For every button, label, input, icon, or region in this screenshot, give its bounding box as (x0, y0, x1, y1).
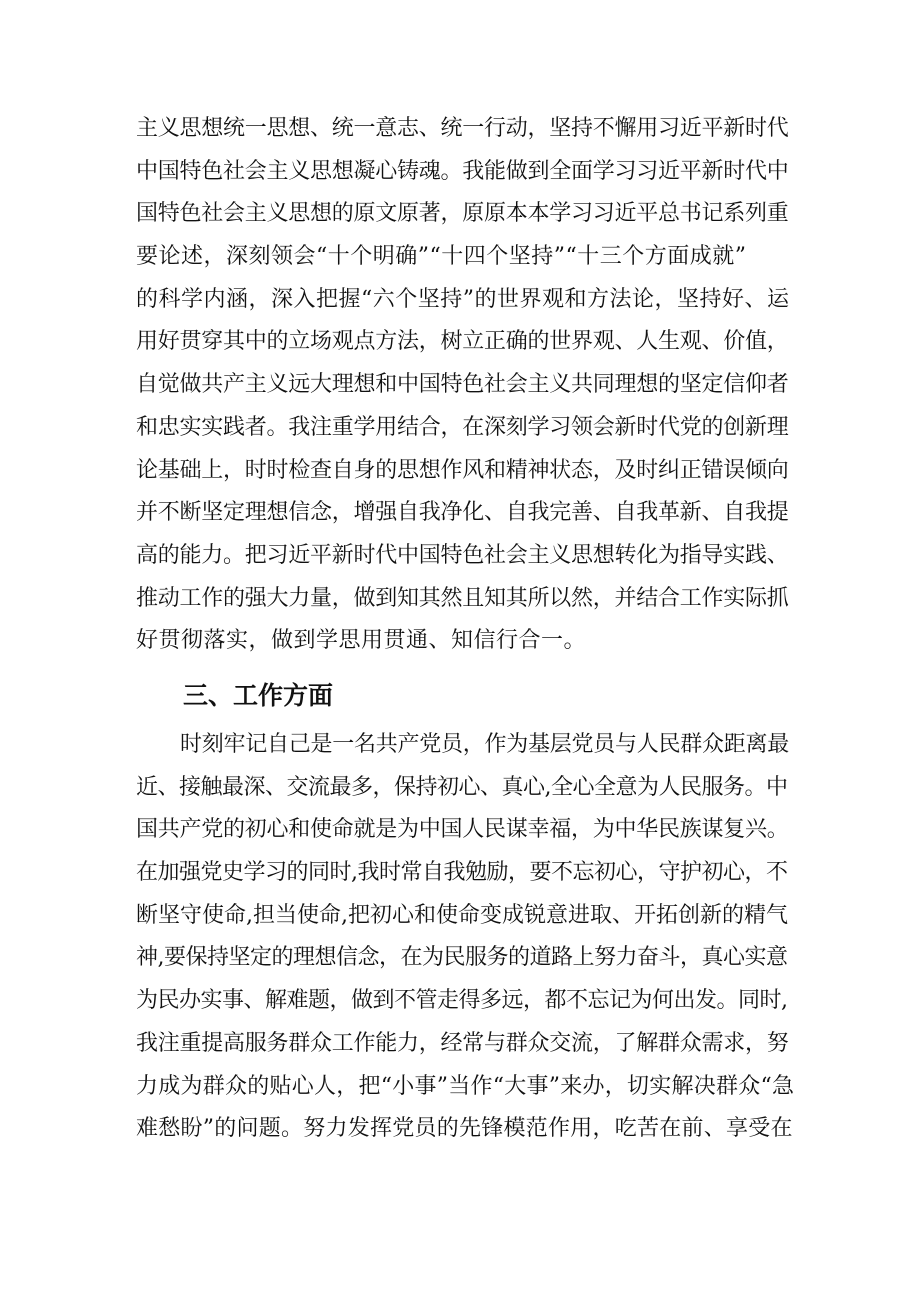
paragraph-thought (136, 108, 794, 663)
paragraph-line: 论基础上，时时检查自身的思想作风和精神状态，及时纠正错误倾向 (136, 457, 789, 483)
paragraph-line: 要论述，深刻领会“十个明确”“十四个坚持”“十三个方面成就” (136, 244, 747, 270)
paragraph-line: 为民办实事、解难题，做到不管走得多远，都不忘记为何出发。同时, (136, 988, 788, 1014)
paragraph-line: 自觉做共产主义远大理想和中国特色社会主义共同理想的坚定信仰者 (136, 372, 789, 398)
paragraph-line: 的科学内涵，深入把握“六个坚持”的世界观和方法论，坚持好、运 (136, 286, 790, 312)
paragraph-line: 力成为群众的贴心人，把“小事”当作“大事”来办，切实解决群众“急 (136, 1073, 794, 1099)
paragraph-line: 高的能力。把习近平新时代中国特色社会主义思想转化为指导实践、 (136, 542, 789, 568)
paragraph-line: 近、接触最深、交流最多，保持初心、真心,全心全意为人民服务。中 (136, 774, 788, 800)
paragraph-line: 和忠实实践者。我注重学用结合，在深刻学习领会新时代党的创新理 (136, 414, 789, 440)
paragraph-work (136, 724, 794, 1151)
paragraph-line: 在加强党史学习的同时,我时常自我勉励，要不忘初心，守护初心，不 (136, 860, 788, 886)
paragraph-line: 难愁盼”的问题。努力发挥党员的先锋模范作用，吃苦在前、享受在 (136, 1116, 793, 1142)
paragraph-line: 时刻牢记自己是一名共产党员，作为基层党员与人民群众距离最 (180, 732, 790, 757)
paragraph-line: 国特色社会主义思想的原文原著，原原本本学习习近平总书记系列重 (136, 201, 789, 227)
paragraph-line: 我注重提高服务群众工作能力，经常与群众交流，了解群众需求，努 (136, 1030, 789, 1056)
paragraph-line: 并不断坚定理想信念，增强自我净化、自我完善、自我革新、自我提 (136, 500, 789, 526)
paragraph-line: 推动工作的强大力量，做到知其然且知其所以然，并结合工作实际抓 (136, 585, 789, 611)
section-heading: 三、工作方面 (183, 681, 334, 710)
paragraph-line: 国共产党的初心和使命就是为中国人民谋幸福，为中华民族谋复兴。 (136, 817, 789, 843)
paragraph-line: 断坚守使命,担当使命,把初心和使命变成锐意进取、开拓创新的精气 (136, 902, 788, 928)
paragraph-line: 神,要保持坚定的理想信念，在为民服务的道路上努力奋斗，真心实意 (136, 945, 788, 971)
paragraph-line: 用好贯穿其中的立场观点方法，树立正确的世界观、人生观、价值， (136, 329, 789, 355)
paragraph-line: 中国特色社会主义思想凝心铸魂。我能做到全面学习习近平新时代中 (136, 158, 789, 184)
paragraph-line: 主义思想统一思想、统一意志、统一行动，坚持不懈用习近平新时代 (136, 116, 789, 141)
paragraph-line: 好贯彻落实，做到学思用贯通、知信行合一。 (136, 628, 587, 654)
